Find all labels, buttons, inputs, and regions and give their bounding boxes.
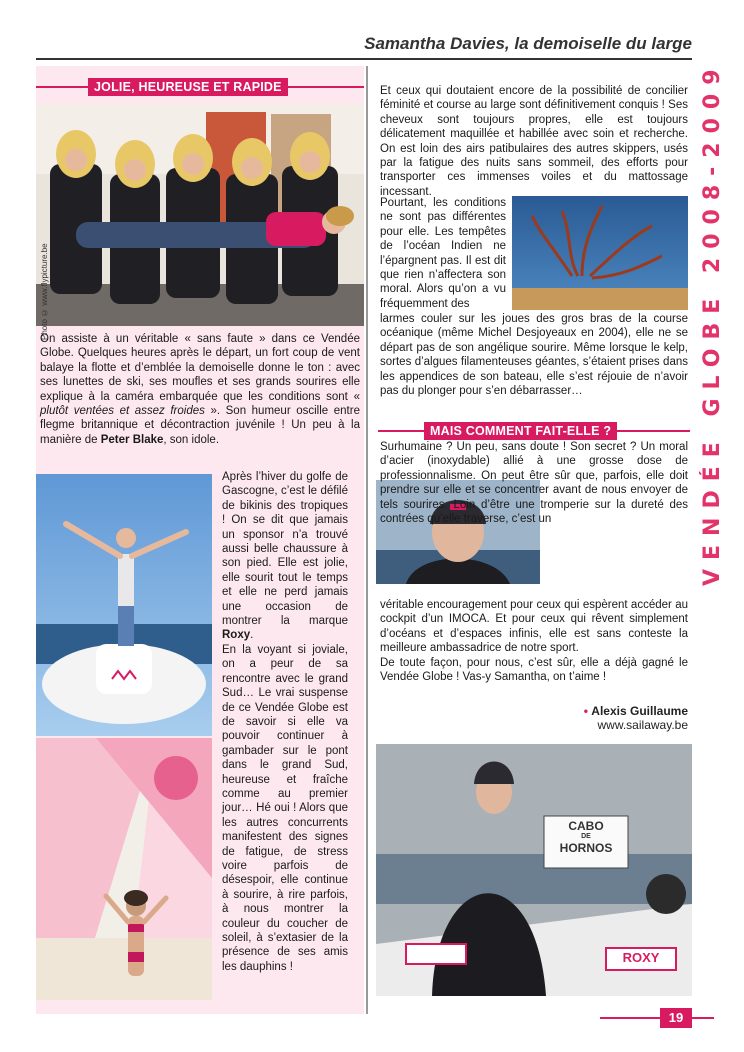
column-divider bbox=[366, 66, 368, 1014]
paragraph-intro: On assiste à un véritable « sans faute » dans ce Vendée Globe. Quelques heures après le départ, un fort coup de vent balaye la flotte et d’emblée la demoiselle donne le ton : avec ses lunettes de ski, ses moufles et ses grands sourires elle explique à la caméra embarquée que les conditions sont « plutôt ventées et assez froides ». Son humeur oscille entre flegme britannique et décontraction juvénile ! Un peu à la manière de Peter Blake, son idole. bbox=[40, 333, 360, 446]
header-rule bbox=[36, 58, 692, 60]
photo-bikini-sails bbox=[36, 738, 212, 1000]
paragraph-tempetes: Pourtant, les conditions ne sont pas différentes pour elle. Les tempêtes de l’océan Indien ne l’épargnent pas. Il est dit que rien n’affectera son moral. Alors qu’on a vu fréquemment des bbox=[380, 197, 506, 310]
running-header: Samantha Davies, la demoiselle du large bbox=[364, 34, 692, 53]
photo-kelp-graphic bbox=[512, 196, 688, 310]
paragraph-surhumaine: Surhumaine ? Un peu, sans doute ! Son secret ? Un moral d’acier (inoxydable) allié à une grosse dose de professionnalisme. On peut être sûr que, parfois, elle doit prendre sur elle et se concentrer avant de nous envoyer de tels sourires. Loin d’être une tromperie sur la dureté des contrées qu’elle traverse, c’est un bbox=[380, 441, 688, 526]
photo-group-wigs-graphic bbox=[36, 104, 364, 326]
paragraph-larmes: larmes couler sur les joues des gros bras de la course océanique (même Michel Desjoyeaux en 2004), elle ne se départ pas de son angélique sourire. Même lorsque le kelp, sortes d’algues filamenteuses géantes, s’étaient prises dans les appendices de son bateau, elle s’est réjouie de n’avoir pas du plonger pour s’en débarrasser… bbox=[380, 313, 688, 398]
photo-on-boat bbox=[36, 474, 212, 736]
paragraph-conclusion: De toute façon, pour nous, c’est sûr, elle a déjà gagné le Vendée Globe ! Vas-y Samantha, on t’aime ! bbox=[380, 657, 688, 684]
banner-years: 2008-2009 bbox=[700, 60, 725, 274]
photo-kelp bbox=[512, 196, 688, 310]
photo-group-wigs bbox=[36, 104, 364, 326]
paragraph-feminite: Et ceux qui doutaient encore de la possibilité de concilier féminité et course au large sont définitivement conquis ! Ses cheveux sont toujours propres, elle est toujours délicatement maquillée et habillée avec soin et recherche. On est loin des airs patibulaires des autres skippers, usés par la fatigue des nuits sans sommeil, des efforts pour transporter ces immenses voiles et du mattossage incessant. bbox=[380, 85, 688, 198]
sign-text: CABO DE HORNOS bbox=[559, 819, 613, 855]
quote-conditions: plutôt ventées et assez froides bbox=[40, 405, 205, 418]
photo-on-boat-graphic bbox=[36, 474, 212, 736]
paragraph-encouragement: véritable encouragement pour ceux qui espèrent accéder au cockpit d’un IMOCA. Et pour ceux qui rêvent simplement d’océans et d’espaces infinis, elle est sans conteste la meilleure ambassadrice de notre sport. bbox=[380, 599, 688, 655]
paragraph-grand-sud: En la voyant si joviale, on a peur de sa rencontre avec le grand Sud… Le vrai suspense de ce Vendée Globe est de savoir si elle va pouvoir continuer à gambader sur le pont dans le grand Sud, heureuse et fraîche comme au premier jour… Hé oui ! Alors que les autres concurrents manifestent des signes de fatigue, de stress voire parfois de désespoir, elle continue à sourire, à rire parfois, à nous montrer la couleur du coucher de soleil, à s’extasier de la présence de ses amis les dauphins ! bbox=[222, 643, 348, 973]
photo-bikini-graphic bbox=[36, 738, 212, 1000]
page-number-rule bbox=[600, 1017, 714, 1019]
author-name: Alexis Guillaume bbox=[591, 704, 688, 718]
page-number: 19 bbox=[660, 1008, 692, 1028]
section-heading-comment: MAIS COMMENT FAIT-ELLE ? bbox=[424, 422, 617, 440]
photo-cabo-hornos bbox=[376, 744, 692, 996]
section-heading-jolie: JOLIE, HEUREUSE ET RAPIDE bbox=[88, 78, 288, 96]
author-site[interactable]: www.sailaway.be bbox=[597, 718, 688, 732]
paragraph-tropiques: Après l’hiver du golfe de Gascogne, c’est le défilé de bikinis des tropiques ! On se dit que jamais un sponsor n’a trouvé aussi belle chaussure à son pied. Elle est jolie, elle sourit tout le temps et elle ne perd jamais une occasion de montrer la marque Roxy. En la voyant si joviale, on a peur de sa rencontre avec le grand Sud… Le vrai suspense de ce Vendée Globe est de savoir si elle va pouvoir continuer à gambader sur le pont dans le grand Sud, heureuse et fraîche comme au premier jour… Hé oui ! Alors que les autres concurrents manifestent des signes de fatigue, de stress voire parfois de désespoir, elle continue à sourire, à rire parfois, à nous montrer la couleur du coucher de soleil, à s’extasier de la présence de ses amis les dauphins ! bbox=[222, 471, 348, 973]
name-peter-blake: Peter Blake bbox=[100, 433, 164, 446]
author-block bbox=[480, 704, 688, 732]
vendee-globe-banner bbox=[700, 60, 736, 586]
boat-logo-roxy: ROXY bbox=[622, 950, 660, 965]
photo-credit: Photo © www.flypicture.be bbox=[40, 243, 49, 340]
banner-event: VENDÉE GLOBE bbox=[700, 289, 725, 586]
bullet-icon: • bbox=[583, 704, 588, 718]
brand-roxy: Roxy bbox=[222, 629, 251, 642]
